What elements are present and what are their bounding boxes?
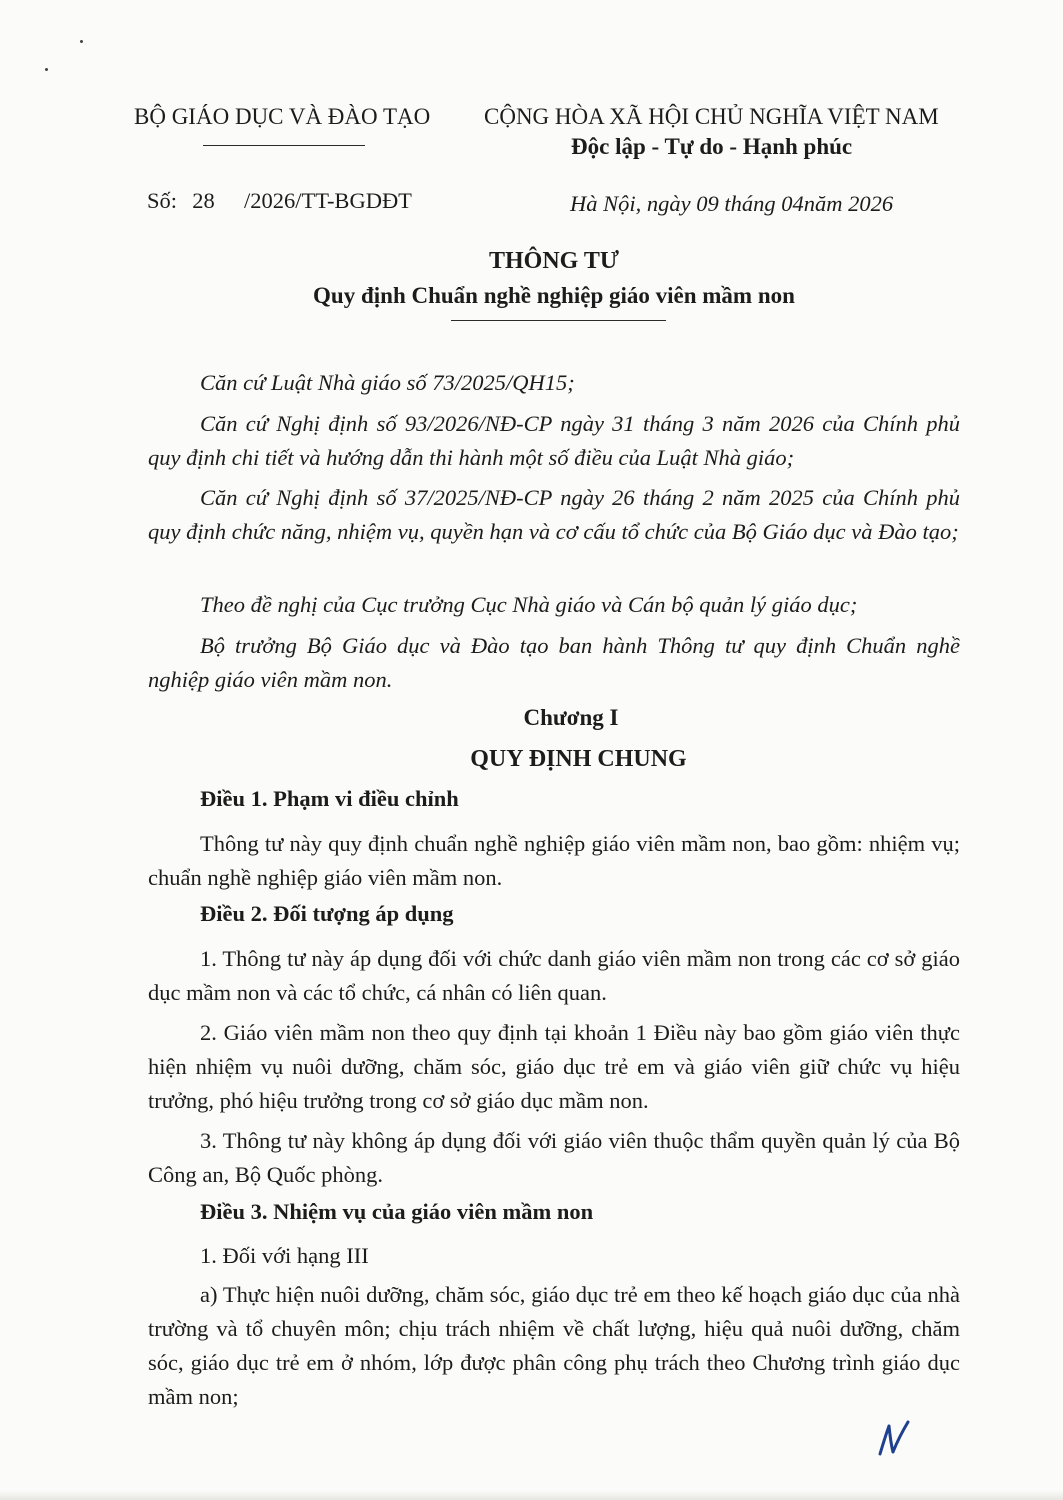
article-2-clause-2: 2. Giáo viên mầm non theo quy định tại khoản 1 Điều này bao gồm giáo viên thực hiện nhiệm vụ nuôi dưỡng, chăm sóc, giáo dục trẻ em và giáo viên giữ chức vụ hiệu trưởng, phó hiệu trưởng trong cơ sở giáo dục mầm non. bbox=[148, 1020, 960, 1113]
document-number bbox=[147, 184, 412, 218]
date-place: Hà Nội, ngày bbox=[570, 191, 691, 216]
chapter-label: Chương I bbox=[523, 705, 619, 730]
number-value: 28 bbox=[192, 188, 215, 213]
date-year: năm 2026 bbox=[803, 191, 894, 216]
article-3-title: Điều 3. Nhiệm vụ của giáo viên mầm non bbox=[200, 1199, 594, 1224]
article-3-point-a: a) Thực hiện nuôi dưỡng, chăm sóc, giáo dục trẻ em theo kế hoạch giáo dục của nhà trường và tổ chuyên môn; chịu trách nhiệm về chất lượng, hiệu quả nuôi dưỡng, chăm sóc, giáo dục trẻ em ở nhóm, lớp được phân công phụ trách theo Chương trình giáo dục mầm non; bbox=[148, 1282, 960, 1409]
article-2-title: Điều 2. Đối tượng áp dụng bbox=[200, 901, 454, 926]
article-1-text: Thông tư này quy định chuẩn nghề nghiệp giáo viên mầm non, bao gồm: nhiệm vụ; chuẩn nghề nghiệp giáo viên mầm non. bbox=[148, 831, 960, 890]
preamble-line: Theo đề nghị của Cục trưởng Cục Nhà giáo và Cán bộ quản lý giáo dục; bbox=[200, 592, 858, 617]
date-month-word: tháng bbox=[724, 191, 776, 216]
ministry-underline bbox=[203, 145, 365, 146]
date-day: 09 bbox=[696, 191, 719, 216]
article-3-clause-1: 1. Đối với hạng III bbox=[200, 1243, 369, 1268]
date-month: 04 bbox=[781, 191, 804, 216]
preamble-line: Căn cứ Luật Nhà giáo số 73/2025/QH15; bbox=[200, 370, 575, 395]
chapter-title: QUY ĐỊNH CHUNG bbox=[470, 746, 687, 772]
scan-speck bbox=[45, 68, 48, 71]
article-1-title: Điều 1. Phạm vi điều chỉnh bbox=[200, 786, 459, 811]
article-2-clause-1: 1. Thông tư này áp dụng đối với chức danh giáo viên mầm non trong các cơ sở giáo dục mầm non và các tổ chức, cá nhân có liên quan. bbox=[148, 946, 960, 1005]
preamble-line: Căn cứ Nghị định số 37/2025/NĐ-CP ngày 26 tháng 2 năm 2025 của Chính phủ quy định chức năng, nhiệm vụ, quyền hạn và cơ cấu tổ chức của Bộ Giáo dục và Đào tạo; bbox=[148, 485, 960, 544]
document-date bbox=[570, 187, 893, 221]
ministry-name: BỘ GIÁO DỤC VÀ ĐÀO TẠO bbox=[134, 104, 431, 129]
scan-speck bbox=[80, 40, 83, 43]
national-motto: Độc lập - Tự do - Hạnh phúc bbox=[571, 134, 853, 159]
preamble-line: Bộ trưởng Bộ Giáo dục và Đào tạo ban hành Thông tư quy định Chuẩn nghề nghiệp giáo viên mầm non. bbox=[148, 633, 960, 692]
initials-mark bbox=[874, 1418, 914, 1460]
number-suffix: /2026/TT-BGDĐT bbox=[244, 188, 412, 213]
document-type: THÔNG TƯ bbox=[488, 248, 620, 274]
number-prefix: Số: bbox=[147, 188, 178, 213]
document-subject: Quy định Chuẩn nghề nghiệp giáo viên mầm non bbox=[313, 283, 795, 308]
scan-bottom-edge bbox=[0, 1490, 1063, 1500]
republic-name: CỘNG HÒA XÃ HỘI CHỦ NGHĨA VIỆT NAM bbox=[484, 104, 939, 129]
preamble-line: Căn cứ Nghị định số 93/2026/NĐ-CP ngày 31 tháng 3 năm 2026 của Chính phủ quy định chi tiết và hướng dẫn thi hành một số điều của Luật Nhà giáo; bbox=[148, 411, 960, 470]
article-2-clause-3: 3. Thông tư này không áp dụng đối với giáo viên thuộc thẩm quyền quản lý của Bộ Công an, Bộ Quốc phòng. bbox=[148, 1128, 960, 1187]
title-underline bbox=[451, 320, 666, 321]
